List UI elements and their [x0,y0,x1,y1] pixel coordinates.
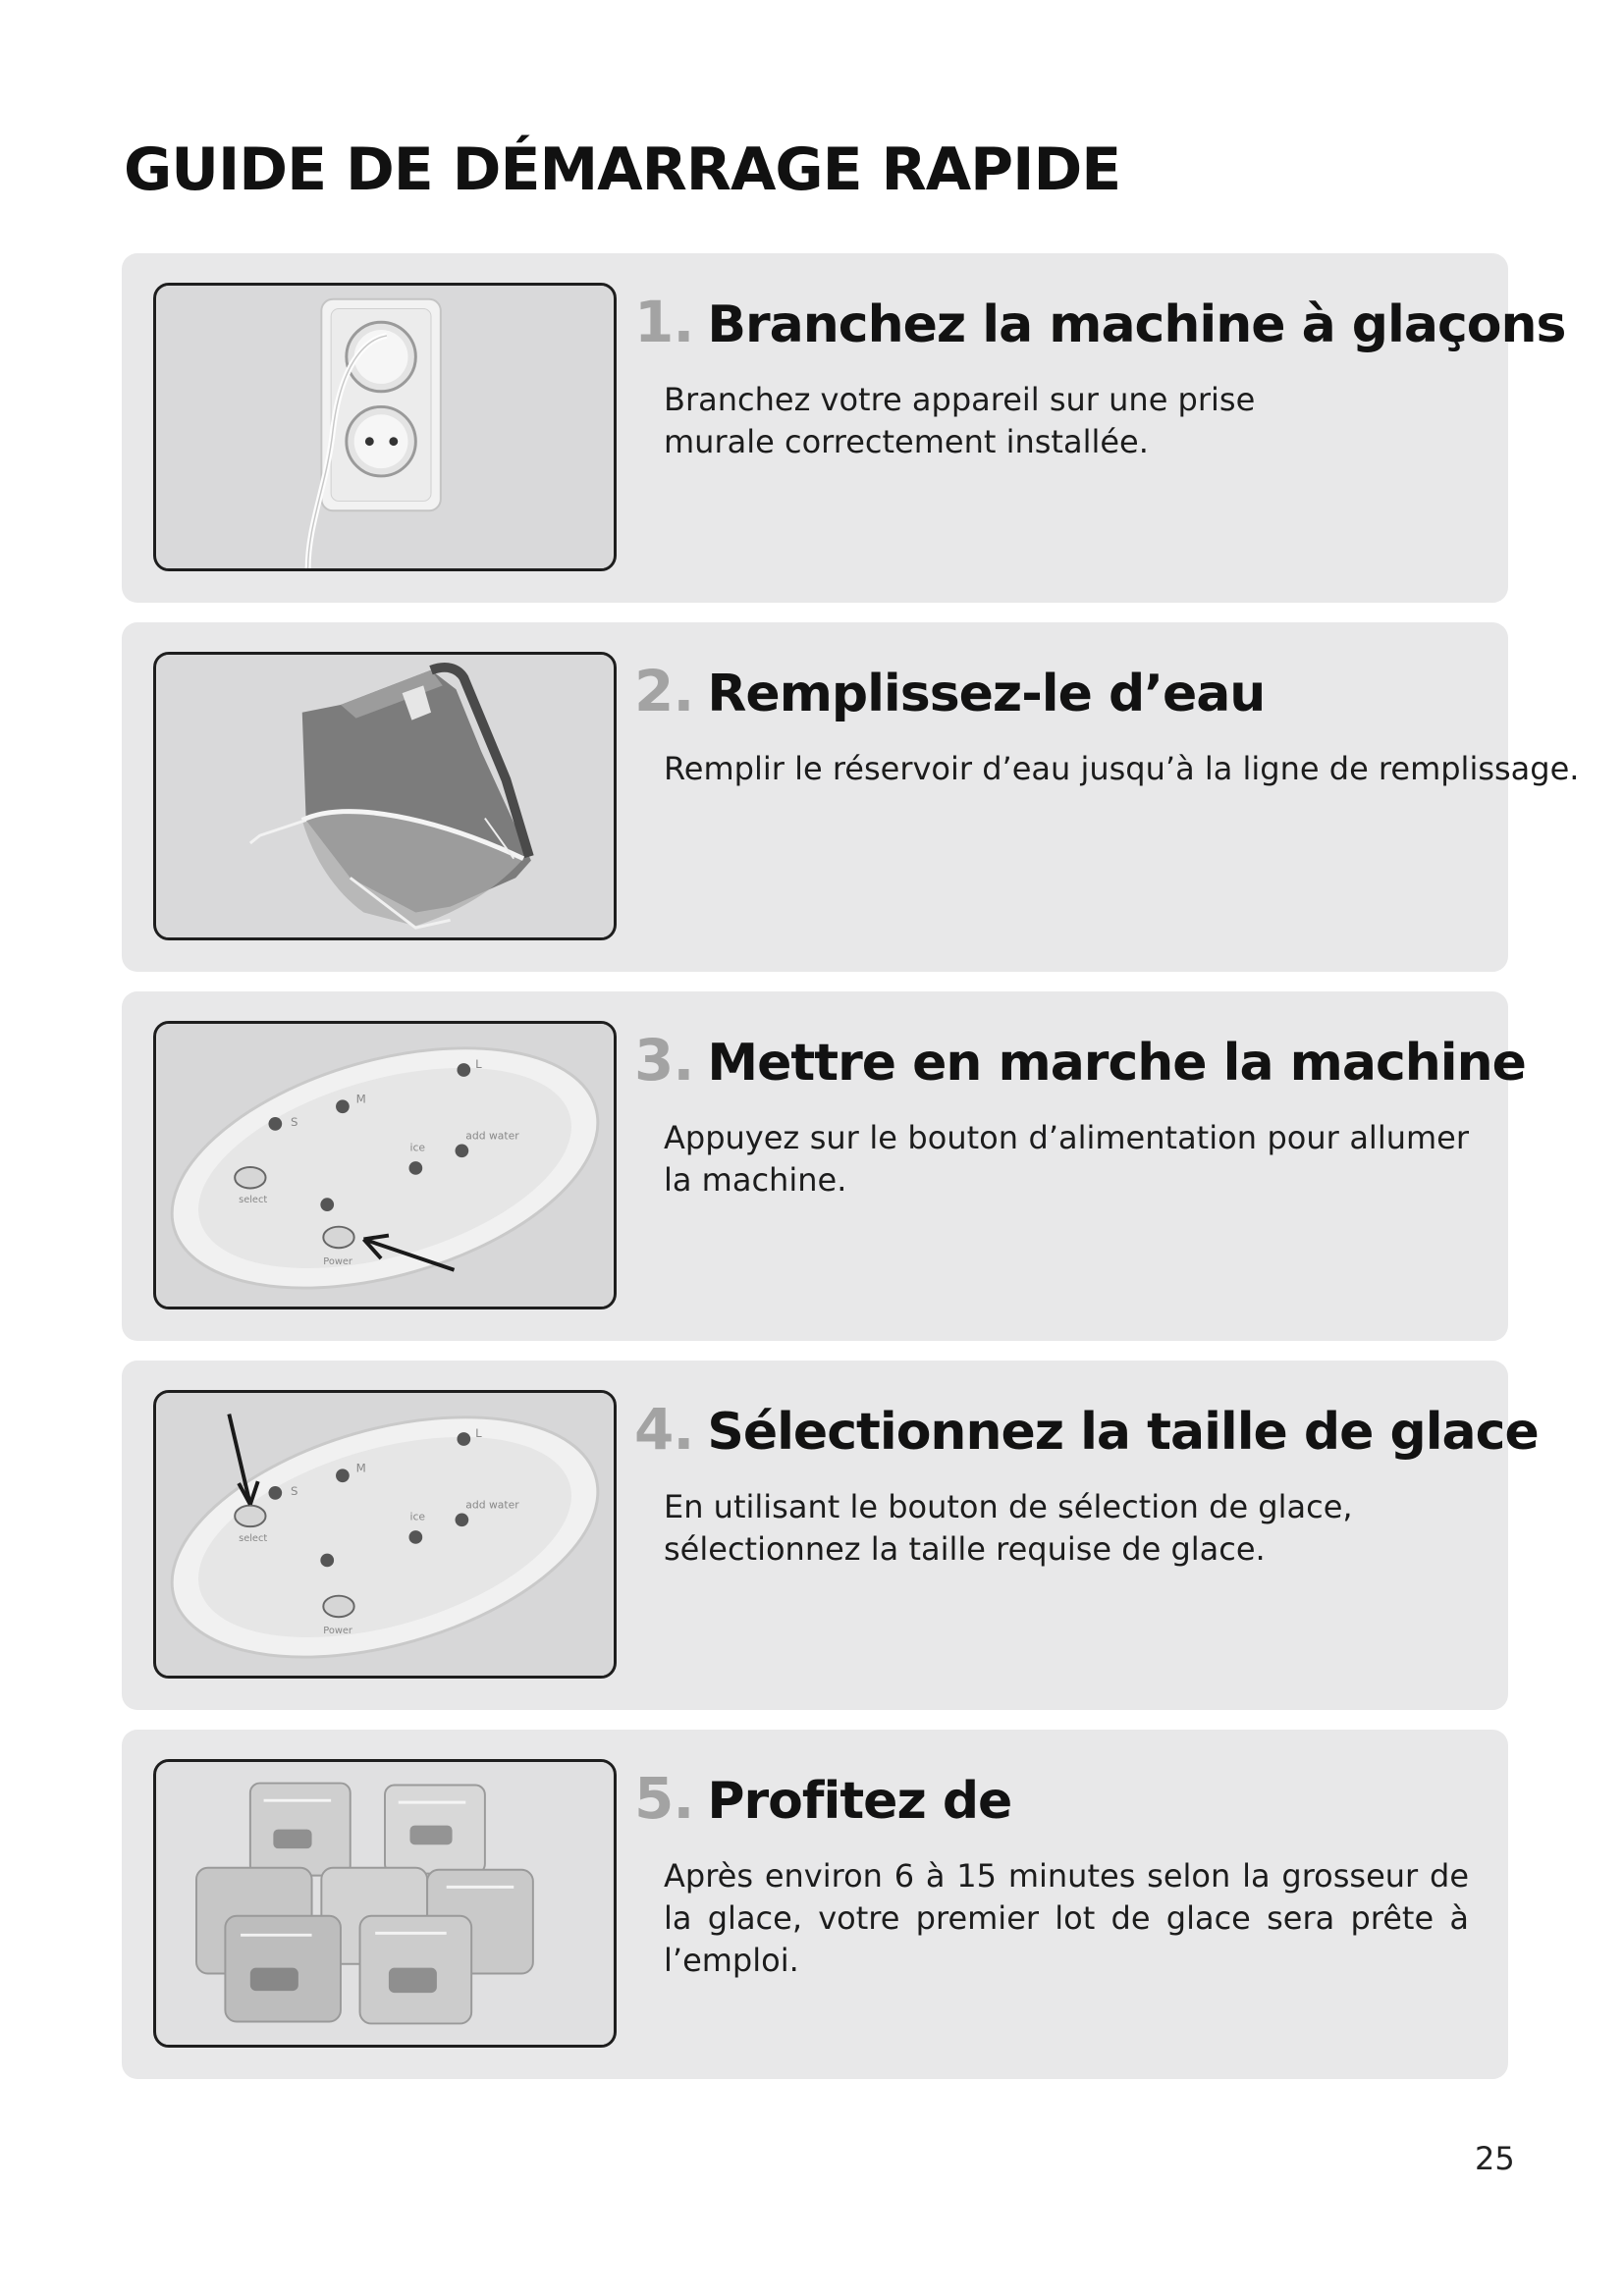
size-l-label: L [475,1057,482,1072]
step-card-5 [122,1730,1508,2079]
step-title: Profitez de [707,1772,1012,1831]
control-panel-power-photo [153,1021,617,1309]
step-card-4 [122,1361,1539,1710]
ice-cubes-icon [156,1762,614,2045]
size-l-label: L [475,1426,482,1441]
step-card-2 [122,622,1580,972]
page-title: GUIDE DE DÉMARRAGE RAPIDE [124,135,1121,204]
step-heading-3 [634,1027,1526,1094]
control-panel-icon [156,1024,614,1307]
step-description: Après environ 6 à 15 minutes selon la grosseur de la glace, votre premier lot de glace sera prête à l’emploi. [664,1857,1469,1979]
control-panel-icon [156,1393,614,1676]
step-description: Branchez votre appareil sur une prise murale correctement installée. [664,381,1256,460]
control-panel-select-photo [153,1390,617,1679]
step-description: Remplir le réservoir d’eau jusqu’à la ligne de remplissage. [664,750,1580,787]
page-number: 25 [1475,2140,1515,2177]
wall-socket-icon [156,286,614,568]
step-description: En utilisant le bouton de sélection de glace, sélectionnez la taille requise de glace. [664,1488,1353,1568]
step-title: Mettre en marche la machine [707,1034,1526,1093]
step-card-1 [122,253,1566,603]
step-number: 5. [634,1765,694,1832]
select-label: select [239,1532,268,1544]
ice-cubes-photo [153,1759,617,2048]
step-heading-4 [634,1396,1539,1463]
step-heading-2 [634,658,1265,724]
power-label: Power [323,1255,352,1267]
ice-label: ice [409,1510,426,1523]
step-number: 3. [634,1027,694,1094]
wall-socket-photo [153,283,617,571]
step-number: 1. [634,289,694,355]
size-m-label: M [355,1461,366,1475]
step-card-3 [122,991,1526,1341]
add-water-label: add water [465,1498,519,1512]
ice-label: ice [409,1141,426,1154]
water-pitcher-icon [156,655,614,937]
step-number: 4. [634,1396,694,1463]
step-heading-1 [634,289,1565,355]
step-title: Branchez la machine à glaçons [707,295,1566,354]
step-description: Appuyez sur le bouton d’alimentation pour allumer la machine. [664,1119,1469,1199]
select-label: select [239,1195,268,1206]
step-number: 2. [634,658,694,724]
step-heading-5 [634,1765,1011,1832]
add-water-label: add water [465,1129,519,1143]
size-s-label: S [291,1114,298,1129]
water-pitcher-photo [153,652,617,940]
power-label: Power [323,1625,352,1636]
step-title: Sélectionnez la taille de glace [707,1403,1539,1462]
size-s-label: S [291,1483,298,1498]
size-m-label: M [355,1092,366,1106]
step-title: Remplissez-le d’eau [707,665,1266,723]
